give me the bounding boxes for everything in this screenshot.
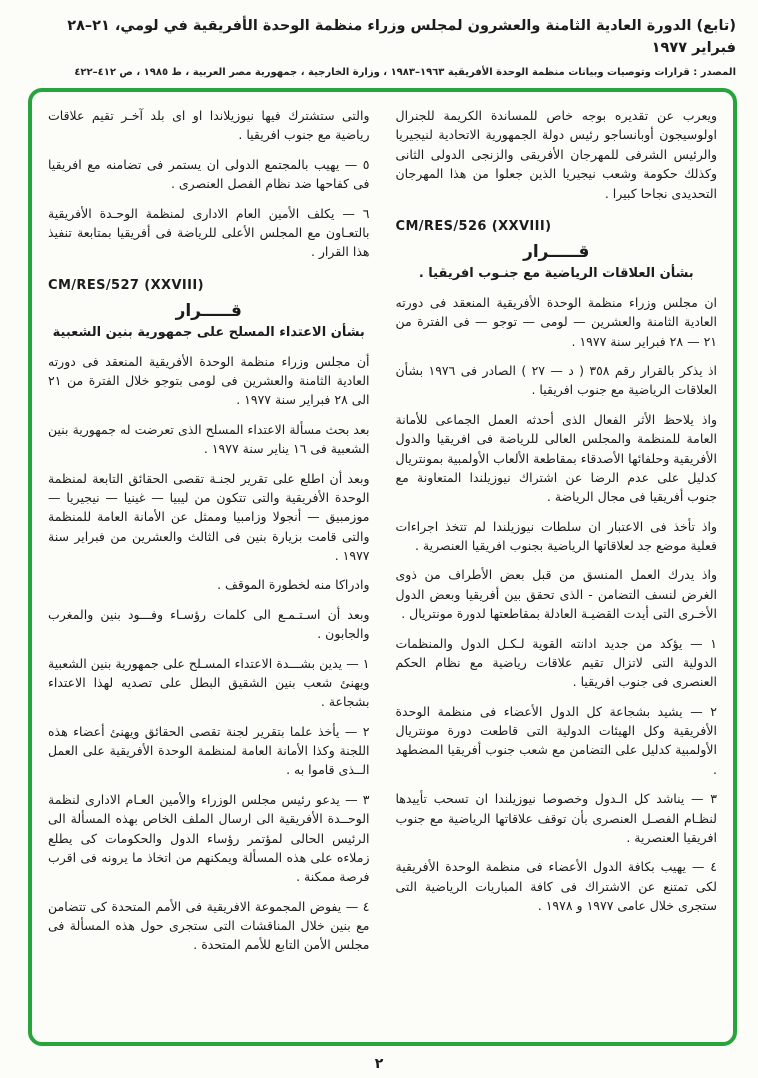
- resolution-code: CM/RES/526 (XXVIII): [395, 218, 552, 234]
- paragraph: ٢ — يشيد بشجاعة كل الدول الأعضاء فى منظمة الوحدة الأفريقية وكل الهيئات الدولية التى قاطعت دورة مونتريال الأولمبية كدليل على التضامن مع شعب جنوب أفريقيا المضطهد .: [395, 703, 717, 777]
- resolution-subtitle: بشأن الاعتداء المسلح على جمهورية بنين الشعبية: [52, 324, 365, 340]
- paragraph: ان مجلس وزراء منظمة الوحدة الأفريقية المنعقد فى دورته العادية الثامنة والعشرين — لومى — توجو — فى الفترة من ٢١ — ٢٨ فبراير سنة ١٩٧٧ .: [395, 294, 717, 349]
- paragraph: ويعرب عن تقديره بوجه خاص للمساندة الكريمة للجنرال اولوسيجون أوبانساجو رئيس دولة الجمهورية الاتحادية لنيجيريا والرئيس الشرفى للمهرجان الأفريقى والزنجى الدولى الثانى وكذلك حكومة وشعب نيجيريا الذين جعلوا من هذا المهرجان التحديدى نجاحا كبيرا .: [395, 108, 717, 201]
- resolution-heading: قـــــرار: [523, 241, 590, 262]
- two-column-layout: [48, 106, 717, 1028]
- paragraph: واذ يلاحظ الأثر الفعال الذى أحدثه العمل الجماعى للأمانة العامة للمنظمة والمجلس العالى للرياضة فى افريقيا والدول الأفريقية وحلفائها الأصدقاء بمقاطعة الألعاب الأولمبية بمونتريال كدليل على عدم الرضا عن اشتراك نيوزيلندا المتعاونة مع جنوب أفريقيا فى مجال الرياضة .: [395, 411, 717, 505]
- paragraph: واذ تأخذ فى الاعتبار ان سلطات نيوزيلندا لم تتخذ اجراءات فعلية موضع جد لعلاقاتها الرياضية بجنوب افريقيا العنصرية .: [395, 518, 717, 553]
- page-number: ٢: [374, 1056, 384, 1072]
- paragraph: واذ يدرك العمل المنسق من قبل بعض الأطراف من ذوى الغرض لنسف التضامن - الذى تحقق بين أفريقيا وبعض الدول الأخـرى التى أيدت القضيـة العادلة بمقاطعتها لدورة مونتريال .: [395, 567, 717, 622]
- header-title: (تابع) الدورة العادية الثامنة والعشرون لمجلس وزراء منظمة الوحدة الأفريقية في لومي، ٢١–٢٨ فبراير ١٩٧٧: [67, 18, 736, 56]
- paragraph: ٤ — يفوض المجموعة الافريقية فى الأمم المتحدة كى تتضامن مع بنين خلال المناقشات التى ستجرى حول هذه المسألة فى مجلس الأمن التابع للأمم المتحدة .: [48, 898, 370, 953]
- paragraph: ٢ — يأخذ علما بتقرير لجنة تقصى الحقائق ويهنئ أعضاء هذه اللجنة وكذا الأمانة العامة لمنظمة الوحدة الأفريقية على العمل الــذى قاموا به .: [48, 723, 370, 778]
- paragraph: ٤ — يهيب بكافة الدول الأعضاء فى منظمة الوحدة الأفريقية لكى تمتنع عن الاشتراك فى كافة المباريات الرياضية التى ستجرى خلال عامى ١٩٧٧ و ١٩٧٨ .: [395, 859, 717, 913]
- paragraph: أن مجلس وزراء منظمة الوحدة الأفريقية المنعقد فى دورته العادية الثامنة والعشرين فى لومى بتوجو خلال الفترة من ٢١ الى ٢٨ فبراير سنة ١٩٧٧ .: [48, 353, 370, 408]
- paragraph: بعد بحث مسألة الاعتداء المسلح الذى تعرضت له جمهورية بنين الشعبية فى ١٦ يناير سنة ١٩٧٧ .: [48, 421, 370, 457]
- paragraph: ٦ — يكلف الأمين العام الادارى لمنظمة الوحـدة الأفريقية بالتعـاون مع المجلس الأعلى للرياضة فى أفريقيا بمتابعة تنفيذ هذا القرار .: [48, 205, 370, 260]
- paragraph: ٥ — يهيب بالمجتمع الدولى ان يستمر فى تضامنه مع افريقيا فى كفاحها ضد نظام الفصل العنصرى .: [48, 156, 370, 192]
- document-header: [0, 0, 758, 78]
- column-left: [48, 106, 370, 1028]
- paragraph: وبعد أن اسـتـمـع الى كلمات رؤسـاء وفـــود بنين والمغرب والجابون .: [48, 606, 370, 642]
- resolution-heading: قـــــرار: [175, 300, 242, 321]
- resolution-subtitle: بشأن العلاقات الرياضية مع جنـوب افريقيا .: [418, 265, 694, 281]
- paragraph: وادراكا منه لخطورة الموقف .: [217, 577, 370, 593]
- header-source-line: المصدر : قرارات وتوصيات وبيانات منظمة الوحدة الأفريقية ١٩٦٣–١٩٨٣ ، وزارة الخارجية ، جمهورية مصر العربية ، ط ١٩٨٥ ، ص ٤١٢–٤٢٢: [74, 66, 736, 78]
- paragraph: ١ — يؤكد من جديد ادانته القوية لـكـل الدول والمنظمات الدولية التى لاتزال تقيم علاقات رياضية مع نظام الحكم العنصرى فى جنوب افريقيا .: [395, 635, 717, 690]
- paragraph: ٣ — يدعو رئيس مجلس الوزراء والأمين العـام الادارى لنظمة الوحــدة الأفريقية الى ارسال الملف الخاص بهذه المسألة الى الرئيس الحالى لمؤتمر رؤساء الدول والحكومات كى يطلع زملاءه على هذه المسألة ويمكنهم من اتخاذ ما يرونه فى اقرب فرصة ممكنة .: [48, 791, 370, 885]
- paragraph: اذ يذكر بالقرار رقم ٣٥٨ ( د — ٢٧ ) الصادر فى ١٩٧٦ بشأن العلاقات الرياضية مع جنوب افريقيا .: [395, 363, 718, 398]
- resolution-code: CM/RES/527 (XXVIII): [48, 277, 204, 293]
- green-border-box: [28, 88, 737, 1046]
- paragraph: ٣ — يناشد كل الـدول وخصوصا نيوزيلندا ان تسحب تأييدها لنظـام الفصـل العنصرى بأن توقف علاقاتها الرياضية مع جنوب افريقيا العنصرية .: [395, 791, 717, 845]
- paragraph: ١ — يدين بشـــدة الاعتداء المسـلح على جمهورية بنين الشعبية ويهنئ شعب بنين الشقيق البطل على تصديه لهذا الاعتداء بشجاعة .: [48, 655, 370, 710]
- paragraph: وبعد أن اطلع على تقرير لجنـة تقصى الحقائق التابعة لمنظمة الوحدة الأفريقية والتى تتكون من ليبيا — غينيا — نيجيريا — موزمبيق — أنجولا وزامبيا وممثل عن الأمانة العامة للمنظمة والتى قامت بزيارة بنين فى الثالث والعشرين من فبراير سنة ١٩٧٧ .: [48, 470, 370, 563]
- paragraph: والتى ستشترك فيها نيوزيلاندا او اى بلد آخـر تقيم علاقات رياضية مع جنوب افريقيا .: [48, 108, 370, 143]
- column-right: [396, 106, 718, 1028]
